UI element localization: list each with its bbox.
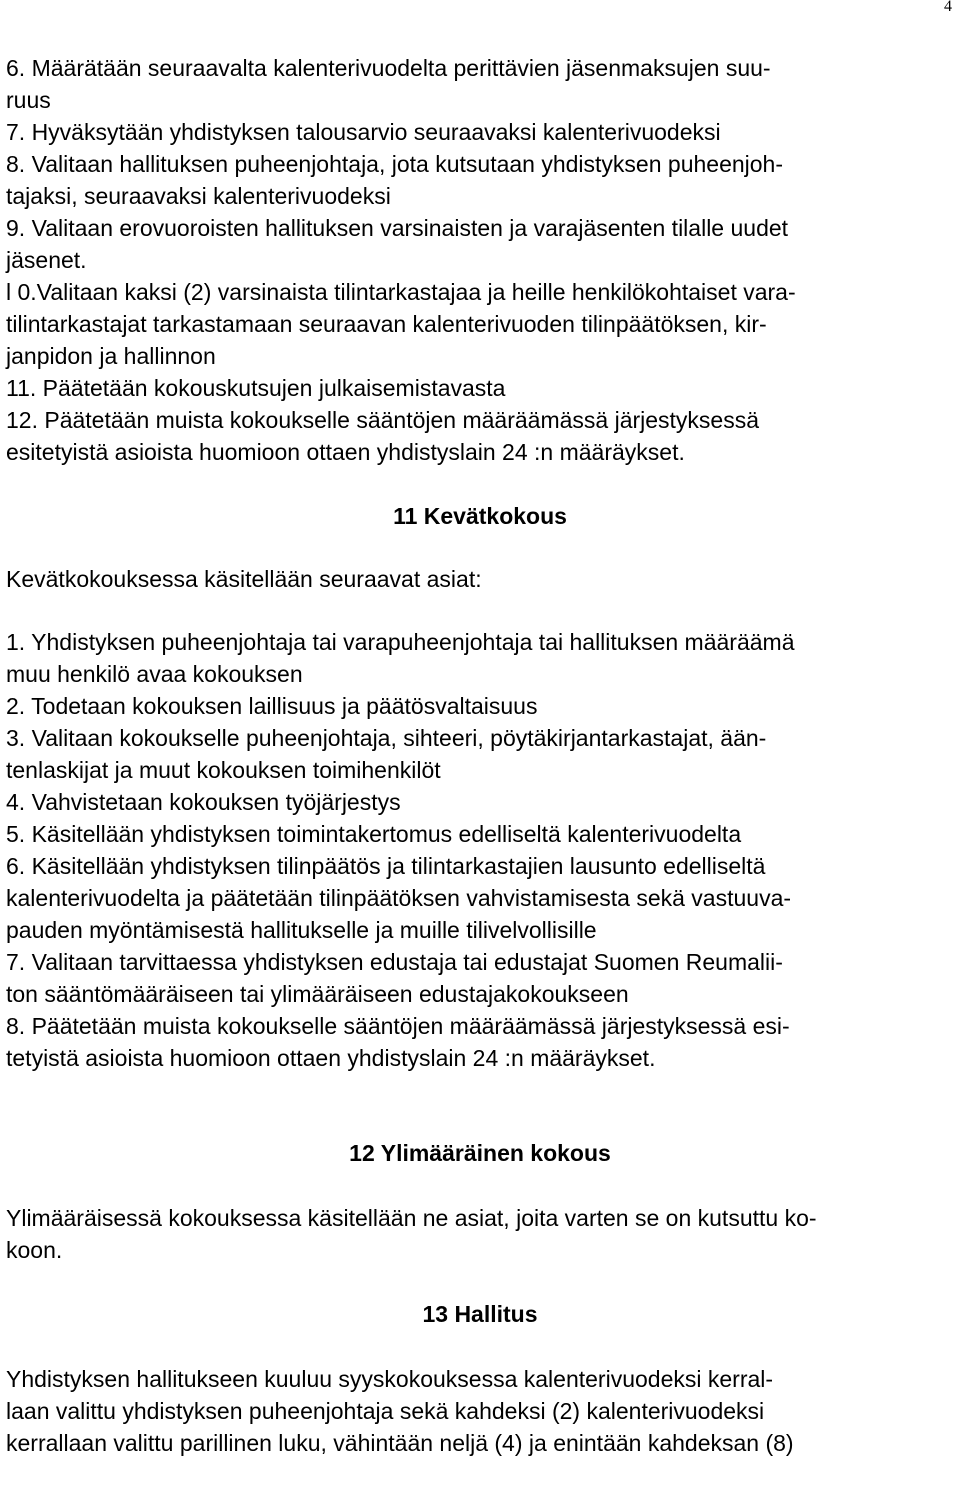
text-line: tetyistä asioista huomioon ottaen yhdistyslain 24 :n määräykset.: [6, 1045, 656, 1071]
text-line: 1. Yhdistyksen puheenjohtaja tai varapuheenjohtaja tai hallituksen määräämä: [6, 629, 795, 655]
text-line: 4. Vahvistetaan kokouksen työjärjestys: [6, 789, 401, 815]
text-line: 8. Päätetään muista kokoukselle sääntöjen määräämässä järjestyksessä esi-: [6, 1013, 790, 1039]
document-body: [6, 52, 954, 1459]
text-line: laan valittu yhdistyksen puheenjohtaja sekä kahdeksi (2) kalenterivuodeksi: [6, 1398, 765, 1424]
text-line: koon.: [6, 1237, 63, 1263]
text-line: jäsenet.: [6, 247, 87, 273]
section-extraordinary-meeting: [6, 1137, 954, 1266]
text-line: 5. Käsitellään yhdistyksen toimintakertomus edelliseltä kalenterivuodelta: [6, 821, 742, 847]
text-line: janpidon ja hallinnon: [6, 343, 216, 369]
text-line: kerrallaan valittu parillinen luku, vähintään neljä (4) ja enintään kahdeksan (8): [6, 1430, 794, 1456]
spacer: [6, 595, 954, 626]
text-line: 9. Valitaan erovuoroisten hallituksen varsinaisten ja varajäsenten tilalle uudet: [6, 215, 789, 241]
text-line: tenlaskijat ja muut kokouksen toimihenkilöt: [6, 757, 441, 783]
spacer: [6, 468, 954, 500]
text-line: tilintarkastajat tarkastamaan seuraavan kalenterivuoden tilinpäätöksen, kir-: [6, 311, 767, 337]
section-heading: 12 Ylimääräinen kokous: [349, 1140, 611, 1166]
text-line: ruus: [6, 87, 51, 113]
text-line: 6. Määrätään seuraavalta kalenterivuodelta perittävien jäsenmaksujen suu-: [6, 55, 771, 81]
text-line: Ylimääräisessä kokouksessa käsitellään ne asiat, joita varten se on kutsuttu ko-: [6, 1205, 817, 1231]
text-line: 3. Valitaan kokoukselle puheenjohtaja, sihteeri, pöytäkirjantarkastajat, ään-: [6, 725, 767, 751]
text-line: kalenterivuodelta ja päätetään tilinpäätöksen vahvistamisesta sekä vastuuva-: [6, 885, 792, 911]
text-line: 12. Päätetään muista kokoukselle sääntöjen määräämässä järjestyksessä: [6, 407, 760, 433]
text-line: ton sääntömääräiseen tai ylimääräiseen edustajakokoukseen: [6, 981, 629, 1007]
text-line: l 0.Valitaan kaksi (2) varsinaista tilintarkastajaa ja heille henkilökohtaiset vara-: [6, 279, 796, 305]
spacer: [6, 1330, 954, 1363]
spacer: [6, 1074, 954, 1137]
section-board: [6, 1298, 954, 1459]
spacer: [6, 1266, 954, 1298]
text-line: muu henkilö avaa kokouksen: [6, 661, 303, 687]
text-line: pauden myöntämisestä hallitukselle ja muille tilivelvollisille: [6, 917, 597, 943]
section-intro: Kevätkokouksessa käsitellään seuraavat asiat:: [6, 566, 482, 592]
section-heading: 13 Hallitus: [422, 1301, 538, 1327]
text-line: Yhdistyksen hallitukseen kuuluu syyskokouksessa kalenterivuodeksi kerral-: [6, 1366, 774, 1392]
section-heading: 11 Kevätkokous: [393, 503, 567, 529]
text-line: 2. Todetaan kokouksen laillisuus ja päätösvaltaisuus: [6, 693, 538, 719]
spacer: [6, 1169, 954, 1202]
section-agenda-continued: [6, 52, 954, 468]
text-line: 7. Hyväksytään yhdistyksen talousarvio seuraavaksi kalenterivuodeksi: [6, 119, 721, 145]
spacer: [6, 532, 954, 563]
text-line: tajaksi, seuraavaksi kalenterivuodeksi: [6, 183, 391, 209]
section-spring-meeting: [6, 500, 954, 1074]
text-line: 6. Käsitellään yhdistyksen tilinpäätös ja tilintarkastajien lausunto edelliseltä: [6, 853, 766, 879]
text-line: 11. Päätetään kokouskutsujen julkaisemistavasta: [6, 375, 506, 401]
text-line: esitetyistä asioista huomioon ottaen yhdistyslain 24 :n määräykset.: [6, 439, 685, 465]
text-line: 7. Valitaan tarvittaessa yhdistyksen edustaja tai edustajat Suomen Reumalii-: [6, 949, 783, 975]
page-number: 4: [944, 0, 952, 15]
text-line: 8. Valitaan hallituksen puheenjohtaja, jota kutsutaan yhdistyksen puheenjoh-: [6, 151, 784, 177]
